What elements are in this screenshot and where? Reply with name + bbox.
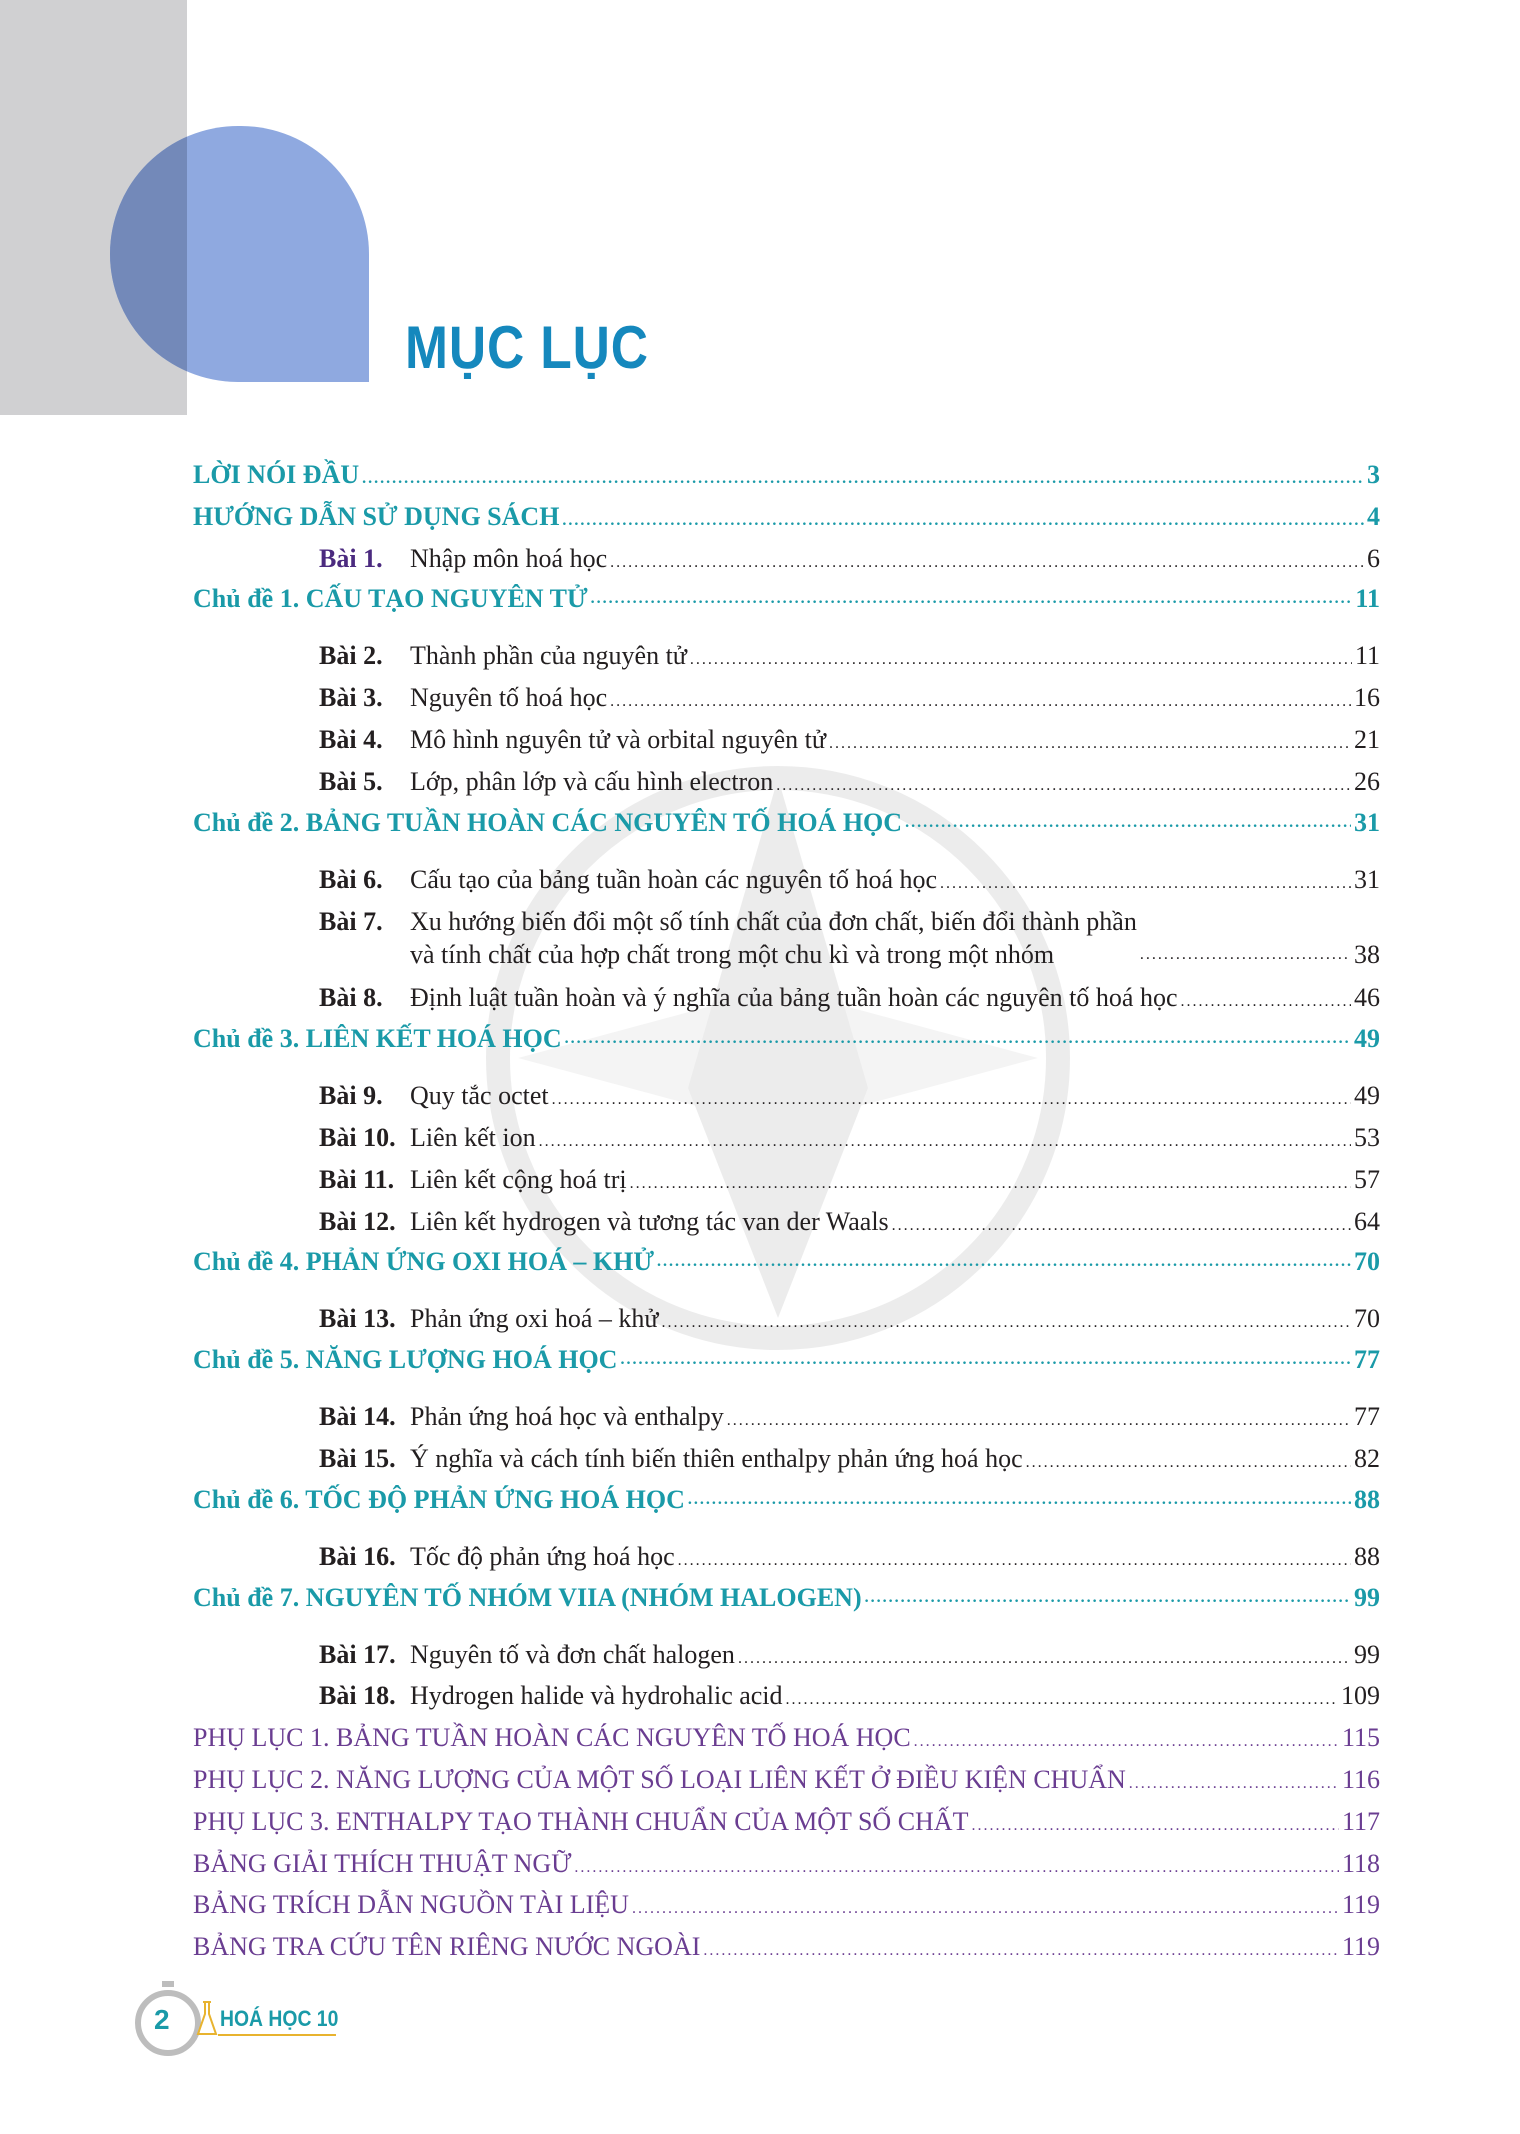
toc-entry-page: 77 (1354, 1345, 1380, 1375)
lesson-number: Bài 17. (319, 1639, 396, 1669)
toc-entry-label: PHỤ LỤC 3. ENTHALPY TẠO THÀNH CHUẨN CỦA MỘT SỐ CHẤT (193, 1806, 969, 1836)
toc-entry-label-lines (410, 905, 1137, 971)
toc-entry-label-group (319, 1396, 724, 1438)
footer-page-number: 2 (154, 2004, 170, 2035)
toc-entry-label: Nguyên tố và đơn chất halogen (410, 1639, 735, 1669)
toc-entry-page: 99 (1354, 1582, 1380, 1612)
toc-entry-label: Định luật tuần hoàn và ý nghĩa của bảng tuần hoàn các nguyên tố hoá học (410, 983, 1178, 1013)
toc-entry-page: 31 (1354, 864, 1380, 894)
dot-leader (727, 1400, 1351, 1442)
toc-entry-label-group (319, 905, 1137, 971)
toc-entry-label: BẢNG TRA CỨU TÊN RIÊNG NƯỚC NGOÀI (193, 1932, 701, 1962)
toc-entry-page: 57 (1354, 1164, 1380, 1194)
lesson-number: Bài 2. (319, 641, 383, 671)
toc-entry-page: 21 (1354, 724, 1380, 754)
dot-leader (630, 1163, 1351, 1205)
dot-leader (690, 639, 1352, 681)
footer-book-title: HOÁ HỌC 10 (220, 2006, 339, 2031)
toc-entry-label: LỜI NÓI ĐẦU (193, 460, 360, 489)
toc-entry-page: 82 (1354, 1443, 1380, 1473)
toc-entry[interactable] (193, 496, 1380, 538)
toc-entry[interactable] (193, 1117, 1380, 1159)
toc-entry-label: Chủ đề 4. PHẢN ỨNG OXI HOÁ – KHỬ (193, 1247, 655, 1277)
toc-entry[interactable] (193, 454, 1380, 496)
lesson-number: Bài 6. (319, 864, 383, 894)
toc-entry-label: Liên kết ion (410, 1122, 536, 1152)
lesson-number: Bài 8. (319, 983, 383, 1013)
toc-entry-label-group (319, 1117, 536, 1159)
toc-entry-label: Ý nghĩa và cách tính biến thiên enthalpy phản ứng hoá học (410, 1443, 1023, 1473)
toc-entry-label: Chủ đề 1. CẤU TẠO NGUYÊN TỬ (193, 584, 588, 614)
toc-entry-page: 31 (1354, 807, 1380, 837)
decorative-blob-overlap (110, 126, 187, 382)
dot-leader (786, 1679, 1338, 1721)
dot-leader (829, 723, 1351, 765)
dot-leader (914, 1721, 1339, 1763)
toc-entry-label-group (319, 1159, 627, 1201)
dot-leader (971, 1805, 1338, 1847)
toc-entry[interactable] (193, 1884, 1380, 1926)
toc-entry-label: Liên kết hydrogen và tương tác van der Waals (410, 1206, 889, 1236)
toc-entry-label: BẢNG GIẢI THÍCH THUẬT NGỮ (193, 1848, 572, 1878)
lesson-number: Bài 10. (319, 1122, 396, 1152)
toc-entry-page: 117 (1341, 1806, 1380, 1836)
toc-entry-label: Xu hướng biến đổi một số tính chất của đơn chất, biến đổi thành phần (410, 907, 1137, 937)
toc-entry[interactable] (193, 1843, 1380, 1885)
toc-entry-label: Phản ứng hoá học và enthalpy (410, 1402, 724, 1432)
toc-entry-label: Hydrogen halide và hydrohalic acid (410, 1681, 783, 1711)
toc-entry[interactable] (193, 719, 1380, 761)
toc-entry-label-group (319, 635, 687, 677)
dot-leader (552, 1079, 1351, 1121)
dot-leader (738, 1638, 1351, 1680)
toc-entry[interactable] (193, 1480, 1380, 1536)
toc-entry[interactable] (193, 1926, 1380, 1968)
toc-entry-label: Mô hình nguyên tử và orbital nguyên tử (410, 724, 826, 754)
toc-entry-page: 109 (1341, 1681, 1380, 1711)
toc-entry[interactable] (193, 579, 1380, 635)
toc-entry-label: Tốc độ phản ứng hoá học (410, 1541, 675, 1571)
dot-leader (562, 500, 1364, 542)
lesson-number: Bài 9. (319, 1081, 383, 1111)
toc-entry[interactable] (193, 1675, 1380, 1717)
toc-entry-label: Phản ứng oxi hoá – khử (410, 1304, 659, 1334)
dot-leader (565, 1011, 1351, 1067)
toc-entry[interactable] (193, 1578, 1380, 1634)
toc-entry-page: 119 (1341, 1932, 1380, 1962)
toc-entry-page: 64 (1354, 1206, 1380, 1236)
toc-entry-page: 46 (1354, 983, 1380, 1013)
dot-leader (1129, 1763, 1339, 1805)
lesson-number: Bài 13. (319, 1304, 396, 1334)
toc-entry[interactable] (193, 1019, 1380, 1075)
toc-entry-label: Nguyên tố hoá học (410, 683, 608, 713)
toc-entry[interactable] (193, 1075, 1380, 1117)
toc-entry-label-continued: và tính chất của hợp chất trong một chu kì và trong một nhóm (410, 940, 1055, 970)
toc-entry-label: Quy tắc octet (410, 1081, 549, 1111)
lesson-number: Bài 4. (319, 724, 383, 754)
toc-entry-page: 118 (1341, 1848, 1380, 1878)
dot-leader (574, 1847, 1339, 1889)
toc-entry-label: BẢNG TRÍCH DẪN NGUỒN TÀI LIỆU (193, 1890, 629, 1920)
toc-entry-page: 99 (1354, 1639, 1380, 1669)
toc-entry[interactable] (193, 1759, 1380, 1801)
lesson-number: Bài 3. (319, 683, 383, 713)
toc-entry-page: 116 (1341, 1764, 1380, 1794)
toc-entry-page: 119 (1341, 1890, 1380, 1920)
lesson-number: Bài 15. (319, 1443, 396, 1473)
toc-entry-label: PHỤ LỤC 1. BẢNG TUẦN HOÀN CÁC NGUYÊN TỐ HOÁ HỌC (193, 1723, 911, 1753)
toc-entry-page: 4 (1367, 501, 1380, 531)
dot-leader (703, 1930, 1339, 1972)
toc-entry[interactable] (193, 1340, 1380, 1396)
toc-entry-label: Chủ đề 7. NGUYÊN TỐ NHÓM VIIA (NHÓM HALOGEN) (193, 1582, 862, 1612)
toc-entry-label-group (319, 1675, 783, 1717)
lesson-number: Bài 14. (319, 1402, 396, 1432)
lesson-number: Bài 1. (319, 543, 383, 573)
toc-entry-page: 49 (1354, 1081, 1380, 1111)
toc-entry-label-group (319, 677, 607, 719)
toc-entry-page: 53 (1354, 1122, 1380, 1152)
toc-entry-page: 77 (1354, 1402, 1380, 1432)
toc-entry[interactable] (193, 1159, 1380, 1201)
toc-entry[interactable] (193, 1801, 1380, 1843)
toc-entry-label: Chủ đề 3. LIÊN KẾT HOÁ HỌC (193, 1024, 562, 1054)
lesson-number: Bài 11. (319, 1164, 395, 1194)
toc-entry-label: Chủ đề 2. BẢNG TUẦN HOÀN CÁC NGUYÊN TỐ HOÁ HỌC (193, 807, 903, 837)
toc-entry[interactable] (193, 1242, 1380, 1298)
toc-entry-label: Chủ đề 6. TỐC ĐỘ PHẢN ỨNG HOÁ HỌC (193, 1484, 685, 1514)
toc-entry[interactable] (193, 1396, 1380, 1438)
toc-entry-label: Thành phần của nguyên tử (410, 641, 687, 671)
toc-entry-label-group (319, 859, 937, 901)
toc-entry[interactable] (193, 1634, 1380, 1676)
toc-entry-label-group (319, 719, 826, 761)
lesson-number: Bài 16. (319, 1541, 396, 1571)
lesson-number: Bài 18. (319, 1681, 396, 1711)
toc-entry-page: 88 (1354, 1541, 1380, 1571)
toc-entry-page: 115 (1341, 1723, 1380, 1753)
toc-entry-label-group (319, 1634, 735, 1676)
dot-leader (865, 1570, 1351, 1626)
dot-leader (362, 458, 1364, 500)
dot-leader (940, 863, 1351, 905)
toc-entry-page: 38 (1354, 940, 1380, 970)
toc-entry-page: 70 (1354, 1247, 1380, 1277)
toc-entry-page: 49 (1354, 1024, 1380, 1054)
toc-entry-label: HƯỚNG DẪN SỬ DỤNG SÁCH (193, 501, 560, 531)
dot-leader (539, 1121, 1351, 1163)
toc-entry-label: Cấu tạo của bảng tuần hoàn các nguyên tố hoá học (410, 864, 938, 894)
table-of-contents (193, 454, 1380, 1968)
toc-entry-page: 3 (1367, 460, 1380, 489)
toc-entry-page: 88 (1354, 1484, 1380, 1514)
toc-entry-page: 70 (1354, 1304, 1380, 1334)
toc-entry-page: 16 (1354, 683, 1380, 713)
lesson-number: Bài 12. (319, 1206, 396, 1236)
page-title: MỤC LỤC (405, 314, 649, 381)
toc-entry[interactable] (193, 677, 1380, 719)
dot-leader (632, 1888, 1339, 1930)
toc-entry[interactable] (193, 803, 1380, 859)
footer-rule (218, 2034, 336, 2036)
toc-entry-page: 11 (1354, 641, 1380, 671)
lesson-number: Bài 7. (319, 907, 383, 937)
dot-leader (688, 1472, 1351, 1528)
dot-leader (620, 1332, 1351, 1388)
toc-entry[interactable] (193, 1717, 1380, 1759)
dot-leader (610, 681, 1351, 723)
toc-entry-label: Lớp, phân lớp và cấu hình electron (410, 766, 774, 796)
toc-entry-page: 11 (1355, 584, 1380, 614)
flask-icon (196, 2000, 218, 2036)
dot-leader (657, 1234, 1351, 1290)
dot-leader (905, 795, 1351, 851)
dot-leader (1140, 938, 1351, 971)
toc-entry[interactable] (193, 859, 1380, 901)
toc-entry-label-group (319, 1075, 549, 1117)
toc-entry[interactable] (193, 900, 1380, 977)
toc-entry-label: PHỤ LỤC 2. NĂNG LƯỢNG CỦA MỘT SỐ LOẠI LIÊN KẾT Ở ĐIỀU KIỆN CHUẨN (193, 1764, 1126, 1794)
toc-entry[interactable] (193, 635, 1380, 677)
toc-entry-page: 26 (1354, 766, 1380, 796)
toc-entry-label: Chủ đề 5. NĂNG LƯỢNG HOÁ HỌC (193, 1345, 618, 1375)
toc-entry-label: Liên kết cộng hoá trị (410, 1164, 627, 1194)
toc-entry-page: 6 (1367, 543, 1380, 573)
lesson-number: Bài 5. (319, 766, 383, 796)
dot-leader (591, 571, 1353, 627)
toc-entry-label: Nhập môn hoá học (410, 543, 608, 573)
